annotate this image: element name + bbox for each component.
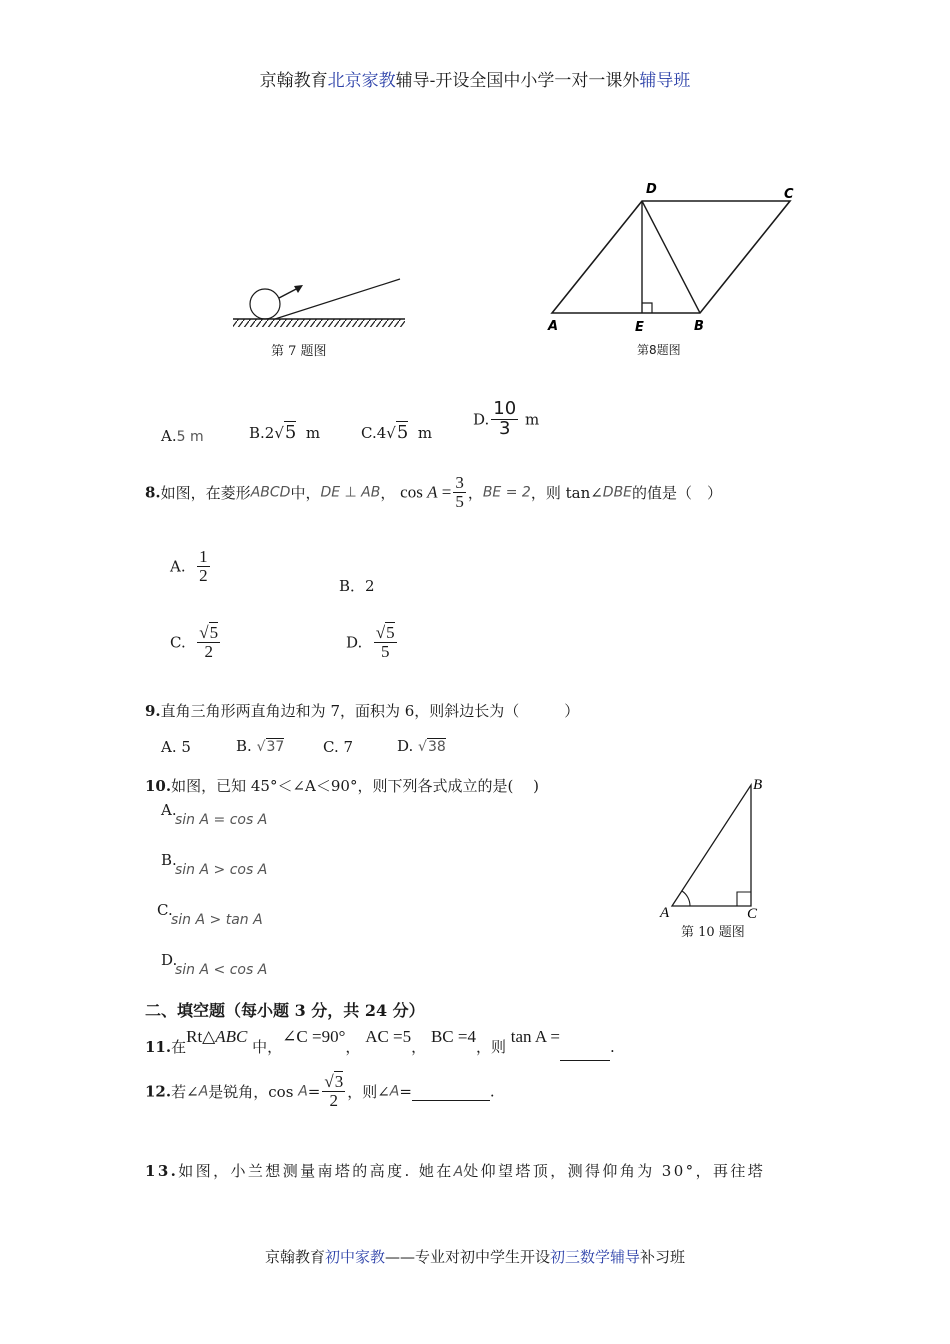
label-e: E bbox=[635, 320, 644, 335]
q9-option-d bbox=[397, 737, 446, 755]
q11-angle: ∠C =90° bbox=[282, 1027, 346, 1046]
q7-b-letter: B.2 bbox=[249, 424, 275, 442]
q9-option-c: C. 7 bbox=[323, 738, 354, 756]
q7-a-letter: A. bbox=[161, 427, 177, 445]
q7-c-radicand: 5 bbox=[396, 422, 409, 443]
q12-frac-radicand: 3 bbox=[334, 1072, 344, 1091]
q13-a: A bbox=[453, 1164, 464, 1180]
q12-frac-den: 2 bbox=[329, 1090, 339, 1110]
q8-a-den: 2 bbox=[199, 565, 208, 585]
q10-b-expr: sin A > cos A bbox=[175, 862, 268, 878]
q13-text-2: 处仰望塔顶，测得仰角为 30°，再往塔 bbox=[463, 1162, 766, 1180]
page-header bbox=[0, 66, 950, 91]
q8-text-6: 的值是（ ） bbox=[632, 483, 723, 502]
q12-answer-blank[interactable] bbox=[412, 1082, 490, 1101]
q9-b-radicand: 37 bbox=[266, 739, 285, 755]
q7-option-a bbox=[161, 427, 204, 445]
q13-text-1: 如图，小兰想测量南塔的高度. 她在 bbox=[178, 1162, 454, 1180]
footer-text-2: ——专业对初中学生开设 bbox=[384, 1248, 550, 1266]
segment-db bbox=[642, 201, 700, 313]
q10-a-expr: sin A = cos A bbox=[175, 812, 268, 828]
footer-link-junior-tutor[interactable]: 初中家教 bbox=[324, 1248, 385, 1266]
q7-c-unit: m bbox=[417, 424, 433, 442]
q8-angle-a: A bbox=[427, 482, 438, 502]
q8-c-radicand: 5 bbox=[209, 623, 219, 642]
ball bbox=[250, 289, 280, 319]
angle-a-arc bbox=[682, 891, 690, 906]
q9-d-root: √38 bbox=[418, 739, 446, 755]
q11-ac: AC =5 bbox=[365, 1027, 412, 1046]
q7-b-unit: m bbox=[305, 424, 321, 442]
q8-d-num: √5 bbox=[375, 623, 395, 642]
q9-option-a: A. 5 bbox=[161, 738, 191, 756]
q9-option-b bbox=[236, 737, 284, 755]
q7-option-d bbox=[473, 400, 539, 439]
q11-text-1: 在 bbox=[171, 1038, 187, 1056]
label-a: A bbox=[548, 319, 559, 334]
fig10-label-a: A bbox=[660, 905, 670, 921]
label-d: D bbox=[646, 182, 657, 197]
q10-c-letter: C. bbox=[157, 901, 173, 919]
q11-end: . bbox=[610, 1038, 615, 1056]
q12-end: . bbox=[489, 1082, 495, 1101]
q8-text-5: ，则 tan∠ bbox=[530, 483, 603, 502]
q8-text-4: ， bbox=[467, 483, 483, 502]
q11-sep-2: ， bbox=[411, 1038, 427, 1056]
q12-a2: A bbox=[298, 1083, 308, 1100]
q8-frac-num: 3 bbox=[455, 473, 464, 492]
q8-d-letter: D. bbox=[346, 633, 363, 652]
q7-d-letter: D. bbox=[473, 410, 490, 429]
q12-text-4: = bbox=[399, 1082, 412, 1101]
q8-option-a bbox=[170, 548, 212, 585]
figure-7 bbox=[225, 265, 415, 335]
question-9 bbox=[145, 700, 579, 721]
q8-a-letter: A. bbox=[170, 557, 186, 576]
q12-a3: A bbox=[389, 1083, 400, 1100]
q8-cos: cos bbox=[400, 482, 423, 502]
q11-text-3: ，则 bbox=[475, 1038, 506, 1056]
q8-text-2: 中， bbox=[290, 483, 321, 502]
q8-abcd: ABCD bbox=[250, 484, 291, 501]
header-link-beijing-tutor[interactable]: 北京家教 bbox=[327, 71, 396, 91]
q7-d-numerator: 10 bbox=[493, 398, 517, 419]
q11-sep-1: ， bbox=[345, 1038, 361, 1056]
footer-text-1: 京翰教育 bbox=[264, 1248, 325, 1266]
q8-d-den: 5 bbox=[380, 641, 390, 661]
right-angle-mark-c bbox=[737, 892, 751, 906]
q9-d-letter: D. bbox=[397, 737, 414, 755]
q7-option-c: C.4√5 m bbox=[361, 422, 433, 443]
q10-a-letter: A. bbox=[161, 801, 177, 819]
q9-d-radicand: 38 bbox=[427, 739, 446, 755]
footer-link-math-tutoring[interactable]: 初三数学辅导 bbox=[550, 1248, 641, 1266]
q12-text-1: 若∠ bbox=[171, 1082, 199, 1101]
q12-number: 12. bbox=[145, 1082, 172, 1101]
q12-a1: A bbox=[198, 1083, 209, 1100]
header-text-2: 辅导-开设全国中小学一对一课外 bbox=[395, 71, 640, 91]
q10-d-letter: D. bbox=[161, 951, 178, 969]
q8-a-fraction bbox=[197, 548, 210, 585]
q8-c-den: 2 bbox=[204, 641, 213, 661]
q8-equals: = bbox=[441, 482, 452, 502]
q7-c-letter: C.4 bbox=[361, 424, 387, 442]
q7-d-denominator: 3 bbox=[498, 417, 511, 439]
q10-d-expr: sin A < cos A bbox=[175, 962, 268, 978]
figure-8 bbox=[540, 178, 800, 338]
q8-frac-den: 5 bbox=[455, 491, 464, 511]
question-11 bbox=[145, 1024, 615, 1056]
q11-tan: tan A = bbox=[510, 1027, 561, 1046]
label-c: C bbox=[784, 187, 794, 202]
q8-c-num: √5 bbox=[199, 623, 219, 642]
header-link-tutoring-class[interactable]: 辅导班 bbox=[639, 71, 691, 91]
q10-c-expr: sin A > tan A bbox=[171, 912, 263, 928]
q9-text: 直角三角形两直角边和为 7，面积为 6，则斜边长为（ ） bbox=[160, 702, 580, 720]
header-text-1: 京翰教育 bbox=[259, 71, 328, 91]
page-footer bbox=[0, 1246, 950, 1267]
q8-number: 8. bbox=[145, 483, 161, 502]
q8-perpendicular: DE ⊥ AB bbox=[320, 484, 381, 501]
q12-text-3: ，则∠ bbox=[347, 1082, 390, 1101]
q12-text-2: 是锐角，cos bbox=[208, 1082, 294, 1101]
q8-cos-fraction bbox=[453, 474, 466, 511]
q8-be: BE = 2 bbox=[482, 484, 531, 501]
q10-number: 10. bbox=[145, 777, 172, 795]
q8-text-3: ， bbox=[380, 483, 396, 502]
question-13 bbox=[145, 1160, 765, 1181]
q10-text: 如图，已知 45°＜∠A＜90°，则下列各式成立的是( ) bbox=[171, 777, 539, 795]
triangle-abc bbox=[672, 785, 751, 906]
right-angle-mark bbox=[642, 303, 652, 313]
q8-option-b: B．2 bbox=[339, 577, 375, 595]
q12-fraction bbox=[322, 1073, 345, 1110]
q11-rt: Rt△ bbox=[186, 1027, 216, 1046]
q11-answer-blank[interactable] bbox=[560, 1034, 610, 1061]
q7-option-b: B.2√5 m bbox=[249, 422, 321, 443]
fig10-label-b: B bbox=[753, 777, 763, 793]
q13-number: 13. bbox=[145, 1162, 179, 1180]
q8-c-fraction bbox=[197, 624, 220, 661]
q7-b-radicand: 5 bbox=[284, 422, 297, 443]
q9-number: 9. bbox=[145, 702, 161, 720]
footer-text-3: 补习班 bbox=[640, 1248, 686, 1266]
figure-10 bbox=[655, 772, 775, 922]
question-12 bbox=[145, 1073, 495, 1110]
q11-bc: BC =4 bbox=[430, 1027, 476, 1046]
question-10 bbox=[145, 775, 539, 796]
ground-hatch bbox=[233, 319, 405, 327]
q12-frac-num: √3 bbox=[324, 1072, 344, 1091]
q11-number: 11. bbox=[145, 1038, 172, 1056]
section-2-title: 二、填空题（每小题 3 分，共 24 分） bbox=[145, 1001, 425, 1020]
q8-d-radicand: 5 bbox=[386, 623, 395, 642]
q8-c-letter: C. bbox=[170, 633, 186, 652]
label-b: B bbox=[694, 319, 704, 334]
q11-text-2: 中， bbox=[252, 1038, 283, 1056]
q9-b-root: √37 bbox=[256, 739, 285, 755]
q7-a-value: 5 m bbox=[176, 429, 204, 445]
q8-option-d bbox=[346, 624, 399, 661]
q8-a-num: 1 bbox=[199, 547, 208, 566]
q8-option-c bbox=[170, 624, 222, 661]
q8-dbe: DBE bbox=[602, 484, 633, 501]
q12-equals: = bbox=[307, 1082, 321, 1101]
q10-b-letter: B. bbox=[161, 851, 177, 869]
figure-7-caption: 第 7 题图 bbox=[271, 344, 327, 359]
figure-10-caption: 第 10 题图 bbox=[681, 925, 745, 940]
question-8 bbox=[145, 474, 722, 511]
q8-cos-expr bbox=[400, 482, 451, 501]
q8-text-1: 如图，在菱形 bbox=[160, 483, 251, 502]
incline-line bbox=[275, 279, 400, 319]
q7-d-fraction bbox=[491, 400, 518, 439]
q9-b-letter: B. bbox=[236, 737, 252, 755]
q8-d-fraction bbox=[374, 624, 397, 661]
q7-d-unit: m bbox=[524, 410, 540, 429]
figure-8-caption: 第8题图 bbox=[637, 343, 681, 357]
fig10-label-c: C bbox=[747, 906, 758, 922]
q11-abc: ABC bbox=[215, 1027, 248, 1046]
